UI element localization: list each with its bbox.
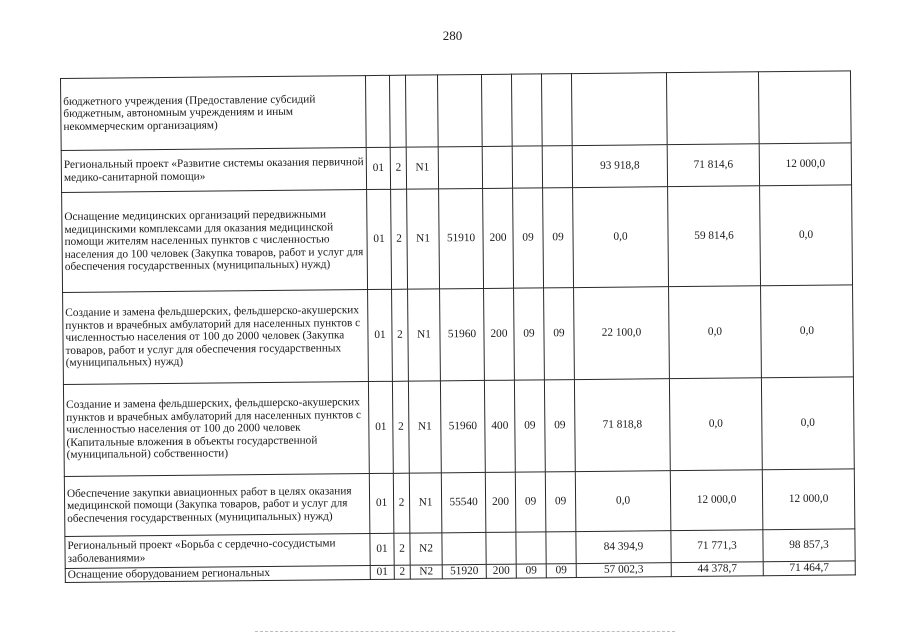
amount-year-1: 57 002,3 xyxy=(576,563,671,578)
amount-year-1: 0,0 xyxy=(573,187,669,288)
subsection-code xyxy=(542,146,572,188)
table-row xyxy=(63,377,854,477)
expense-type-code: 200 xyxy=(485,472,516,532)
table-row xyxy=(64,469,855,537)
amount-year-3: 71 464,7 xyxy=(763,561,855,575)
project-code: N1 xyxy=(409,473,442,533)
subprogram-code: 2 xyxy=(394,533,410,565)
direction-code xyxy=(438,146,482,188)
amount-year-3: 12 000,0 xyxy=(759,143,851,186)
row-name: Создание и замена фельдшерских, фельдшерско-акушерских пунктов и врачебных амбулаторий для населенных пунктов с численностью населения от 100 до 2000 человек (Капитальные вложения в объекты государственной (муниципальной) собственности) xyxy=(63,382,369,477)
program-code xyxy=(365,75,390,147)
expense-type-code: 200 xyxy=(484,288,515,380)
table-row xyxy=(62,185,853,293)
program-code: 01 xyxy=(370,533,394,565)
row-name: Создание и замена фельдшерских, фельдшерско-акушерских пунктов и врачебных амбулаторий для населенных пунктов с численностью населения от 100 до 2000 человек (Закупка товаров, работ и услуг для обеспечения государственных (муниципальных) нужд) xyxy=(63,290,369,385)
subprogram-code: 2 xyxy=(390,147,406,189)
expense-type-code xyxy=(481,74,512,146)
amount-year-1: 71 818,8 xyxy=(574,379,670,472)
row-name: Оснащение медицинских организаций передвижными медицинскими комплексами для оказания медицинской помощи жителям населенных пунктов с численностью населения до 100 человек (Закупка товаров, работ и услуг для обеспечения государственных (муниципальных) нужд) xyxy=(62,190,368,293)
subsection-code: 09 xyxy=(546,564,576,578)
program-code: 01 xyxy=(368,289,393,381)
expense-type-code xyxy=(486,532,516,564)
amount-year-2: 59 814,6 xyxy=(668,186,761,287)
direction-code: 51920 xyxy=(442,564,486,578)
amount-year-1 xyxy=(571,73,667,146)
direction-code: 55540 xyxy=(441,472,486,532)
direction-code xyxy=(437,74,482,146)
subsection-code xyxy=(541,74,572,146)
row-name: Обеспечение закупки авиационных работ в целях оказания медицинской помощи (Закупка товаров, работ и услуг для обеспечения государственных (муниципальных) нужд) xyxy=(64,474,370,537)
subsection-code: 09 xyxy=(545,472,576,532)
amount-year-3: 0,0 xyxy=(761,377,854,470)
amount-year-1: 0,0 xyxy=(575,471,671,532)
section-code: 09 xyxy=(514,288,545,380)
section-code xyxy=(512,146,542,188)
amount-year-2: 0,0 xyxy=(669,286,762,379)
amount-year-2 xyxy=(666,72,759,145)
expense-type-code: 400 xyxy=(484,380,515,472)
amount-year-1: 22 100,0 xyxy=(574,287,670,380)
project-code: N2 xyxy=(410,533,442,565)
amount-year-1: 93 918,8 xyxy=(572,145,667,188)
budget-table xyxy=(60,70,856,582)
subprogram-code xyxy=(389,75,406,147)
direction-code: 51960 xyxy=(440,288,485,380)
project-code: N1 xyxy=(408,381,441,473)
row-name: бюджетного учреждения (Предоставление субсидий бюджетным, автономным учреждениям и иным некоммерческим организациям) xyxy=(61,76,367,151)
scan-edge-line xyxy=(255,631,675,632)
amount-year-3: 12 000,0 xyxy=(762,469,855,530)
amount-year-3 xyxy=(758,71,851,144)
amount-year-3: 0,0 xyxy=(760,185,853,286)
amount-year-3: 0,0 xyxy=(761,285,854,378)
row-name: Оснащение оборудованием региональных xyxy=(65,566,370,583)
section-code: 09 xyxy=(515,472,546,532)
section-code: 09 xyxy=(513,188,544,288)
program-code: 01 xyxy=(368,381,393,473)
row-name: Региональный проект «Развитие системы оказания первичной медико-санитарной помощи» xyxy=(61,148,366,193)
subsection-code xyxy=(546,532,576,564)
direction-code: 51960 xyxy=(440,380,485,472)
program-code: 01 xyxy=(367,189,392,289)
amount-year-2: 71 814,6 xyxy=(667,144,759,187)
subprogram-code: 2 xyxy=(392,289,409,381)
section-code xyxy=(516,532,546,564)
project-code: N1 xyxy=(406,147,438,189)
table-row xyxy=(63,285,854,385)
table-row xyxy=(61,71,852,151)
direction-code: 51910 xyxy=(439,188,484,288)
subsection-code: 09 xyxy=(544,288,575,380)
section-code xyxy=(511,74,542,146)
program-code: 01 xyxy=(370,565,394,579)
row-name: Региональный проект «Борьба с сердечно-сосудистыми заболеваниями» xyxy=(65,534,370,569)
section-code: 09 xyxy=(514,380,545,472)
subprogram-code: 2 xyxy=(393,473,410,533)
amount-year-2: 12 000,0 xyxy=(670,470,763,531)
direction-code xyxy=(442,532,486,564)
expense-type-code xyxy=(482,146,512,188)
amount-year-1: 84 394,9 xyxy=(576,531,671,564)
subsection-code: 09 xyxy=(544,380,575,472)
amount-year-2: 71 771,3 xyxy=(671,530,763,563)
project-code: N1 xyxy=(408,289,441,381)
expense-type-code: 200 xyxy=(483,188,514,288)
program-code: 01 xyxy=(366,147,390,189)
expense-type-code: 200 xyxy=(486,564,516,578)
amount-year-2: 0,0 xyxy=(669,378,762,471)
subprogram-code: 2 xyxy=(391,189,408,289)
project-code xyxy=(405,75,438,147)
amount-year-3: 98 857,3 xyxy=(763,529,855,562)
project-code: N2 xyxy=(410,565,442,579)
subprogram-code: 2 xyxy=(392,381,409,473)
page-number: 280 xyxy=(442,28,463,43)
section-code: 09 xyxy=(516,564,546,578)
program-code: 01 xyxy=(369,473,394,533)
project-code: N1 xyxy=(407,189,440,289)
subsection-code: 09 xyxy=(543,188,574,288)
amount-year-2: 44 378,7 xyxy=(671,562,763,576)
subprogram-code: 2 xyxy=(394,565,410,579)
